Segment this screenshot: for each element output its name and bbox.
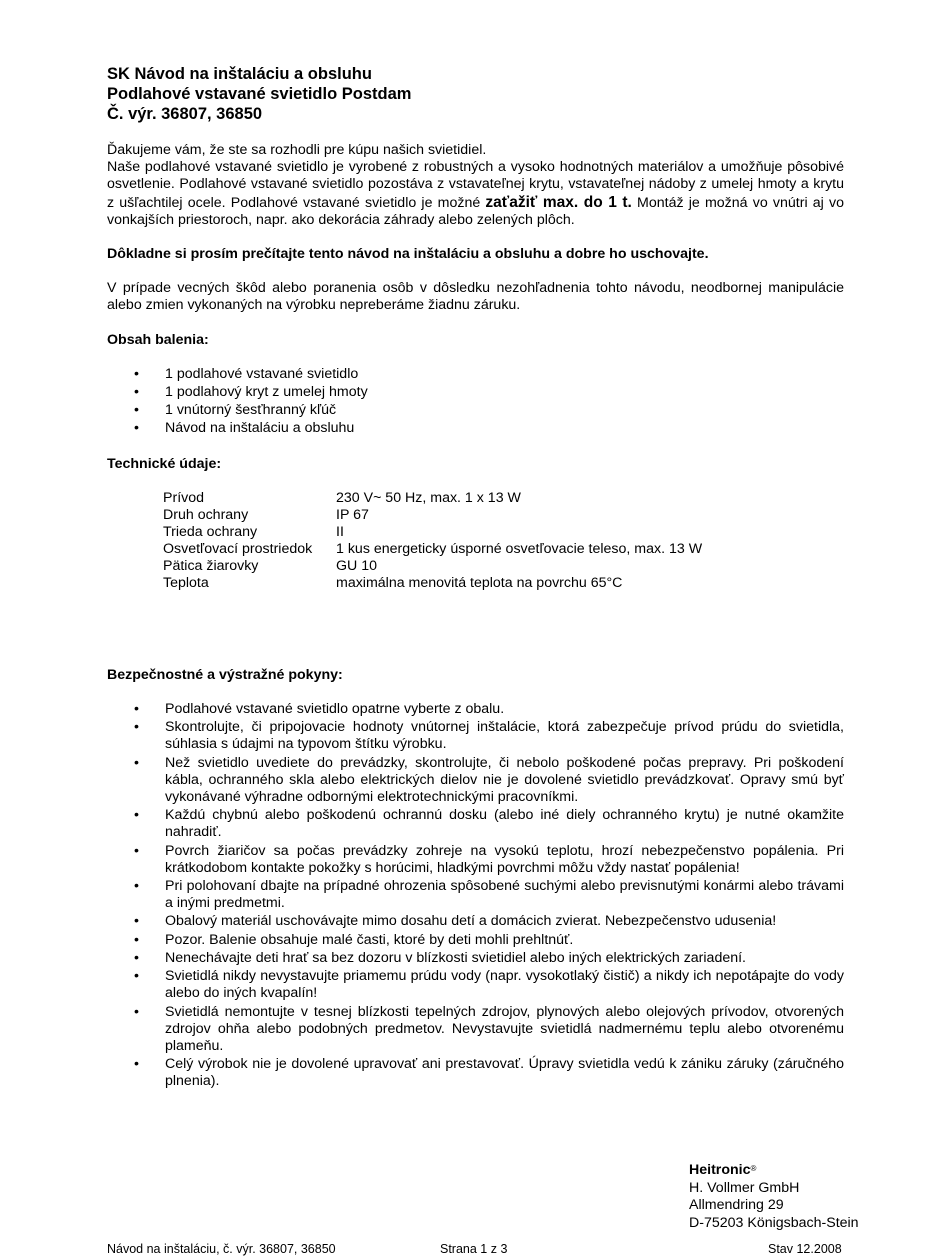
tech-value: GU 10 xyxy=(336,557,378,574)
title-line-2: Podlahové vstavané svietidlo Postdam xyxy=(107,85,412,103)
package-item-text: 1 vnútorný šesťhranný kľúč xyxy=(165,402,337,419)
safety-item-text: Nenechávajte deti hrať sa bez dozoru v blízkosti svietidiel alebo iných elektrických zariadení. xyxy=(165,949,747,966)
bullet-icon: • xyxy=(134,949,139,966)
safety-heading: Bezpečnostné a výstražné pokyny: xyxy=(107,666,343,683)
package-list xyxy=(107,366,844,438)
bullet-icon: • xyxy=(134,701,139,718)
safety-item xyxy=(107,1004,844,1056)
bullet-icon: • xyxy=(134,968,139,985)
package-heading: Obsah balenia: xyxy=(107,331,209,348)
safety-item xyxy=(107,932,844,949)
title-line-3: Č. výr. 36807, 36850 xyxy=(107,105,263,123)
bullet-icon: • xyxy=(134,719,139,736)
bullet-icon: • xyxy=(134,1056,139,1073)
safety-item-text: Každú chybnú alebo poškodenú ochrannú dosku (alebo iné diely ochranného krytu) je nutné okamžite nahradiť. xyxy=(165,807,844,841)
safety-item-text: Než svietidlo uvediete do prevádzky, skontrolujte, či nebolo poškodené počas prepravy. Pri poškodení kábla, ochranného skla alebo elektrických dielov nie je dovolené svietidlo prevádzkovať. Opravy smú byť vykonávané výhradne odbornými elektrotechnickými pracovníkmi. xyxy=(165,754,844,806)
footer-page-number: Strana 1 z 3 xyxy=(440,1242,508,1256)
package-item xyxy=(107,402,844,419)
tech-value: II xyxy=(336,523,344,540)
tech-key: Osvetľovací prostriedok xyxy=(163,540,313,557)
tech-key: Teplota xyxy=(163,574,209,591)
brand-name: Heitronic xyxy=(689,1162,751,1178)
sender-address xyxy=(689,1162,859,1232)
bullet-icon: • xyxy=(134,420,139,437)
tech-row xyxy=(163,541,702,558)
package-item-text: 1 podlahové vstavané svietidlo xyxy=(165,365,359,382)
safety-item xyxy=(107,878,844,912)
bullet-icon: • xyxy=(134,402,139,419)
intro-desc-bold: zaťažiť max. do 1 t. xyxy=(485,193,632,211)
tech-value: 1 kus energeticky úsporné osvetľovacie teleso, max. 13 W xyxy=(336,540,703,557)
safety-item-text: Podlahové vstavané svietidlo opatrne vyberte z obalu. xyxy=(165,701,505,718)
safety-item xyxy=(107,719,844,753)
tech-key: Trieda ochrany xyxy=(163,523,258,540)
footer-date: Stav 12.2008 xyxy=(768,1242,842,1256)
package-item xyxy=(107,384,844,401)
tech-row xyxy=(163,524,702,541)
safety-item xyxy=(107,755,844,807)
safety-item-text: Obalový materiál uschovávajte mimo dosahu detí a domácich zvierat. Nebezpečenstvo udusenia! xyxy=(165,913,777,930)
safety-item xyxy=(107,1056,844,1090)
tech-row xyxy=(163,575,702,592)
safety-item xyxy=(107,968,844,1002)
safety-item xyxy=(107,950,844,967)
intro-description xyxy=(107,159,844,229)
registered-mark: ® xyxy=(750,1164,757,1173)
tech-value: maximálna menovitá teplota na povrchu 65°C xyxy=(336,574,623,591)
safety-item xyxy=(107,843,844,877)
company-name: H. Vollmer GmbH xyxy=(689,1179,800,1196)
tech-row xyxy=(163,490,702,507)
bullet-icon: • xyxy=(134,807,139,824)
tech-key: Pätica žiarovky xyxy=(163,557,259,574)
page-content xyxy=(107,64,844,1092)
safety-item xyxy=(107,913,844,930)
intro-thanks: Ďakujeme vám, že ste sa rozhodli pre kúpu našich svietidiel. xyxy=(107,142,487,158)
bullet-icon: • xyxy=(134,913,139,930)
package-item-text: 1 podlahový kryt z umelej hmoty xyxy=(165,384,368,401)
tech-key: Druh ochrany xyxy=(163,506,249,523)
safety-item-text: Pozor. Balenie obsahuje malé časti, ktoré by deti mohli prehltnúť. xyxy=(165,931,574,948)
notice-paragraph: Dôkladne si prosím prečítajte tento návod na inštaláciu a obsluhu a dobre ho uschovajte. xyxy=(107,246,709,263)
tech-row xyxy=(163,558,702,575)
safety-item-text: Skontrolujte, či pripojovacie hodnoty vnútornej inštalácie, ktorá zabezpečuje prívod prúdu do svietidla, súhlasia s údajmi na typovom štítku výrobku. xyxy=(165,719,844,753)
safety-item-text: Celý výrobok nie je dovolené upravovať ani prestavovať. Úpravy svietidla vedú k zániku záruky (záručného plnenia). xyxy=(165,1056,844,1090)
bullet-icon: • xyxy=(134,842,139,859)
safety-item-text: Svietidlá nemontujte v tesnej blízkosti tepelných zdrojov, plynových alebo olejových prívodov, otvorených zdrojov ohňa alebo podobných predmetov. Nevystavujte svietidlá nadmernému teplu alebo otvorenému plameňu. xyxy=(165,1003,844,1054)
safety-item-text: Pri polohovaní dbajte na prípadné ohrozenia spôsobené suchými alebo previsnutými konármi alebo trávami a inými predmetmi. xyxy=(165,878,844,912)
safety-item-text: Svietidlá nikdy nevystavujte priamemu prúdu vody (napr. vysokotlaký čistič) a nikdy ich nepotápajte do vody alebo do iných kvapalín! xyxy=(165,968,844,1002)
bullet-icon: • xyxy=(134,878,139,895)
tech-value: IP 67 xyxy=(336,506,369,523)
city-address: D-75203 Königsbach-Stein xyxy=(689,1214,859,1231)
intro-desc-part2: Montáž je možná vo vnútri aj vo vonkajších priestoroch, napr. ako dekorácia záhrady alebo zelených plôch. xyxy=(107,194,844,228)
street-address: Allmendring 29 xyxy=(689,1197,784,1213)
warranty-paragraph: V prípade vecných škôd alebo poranenia osôb v dôsledku nezohľadnenia tohto návodu, neodbornej manipulácie alebo zmien vykonaných na výrobku nepreberáme žiadnu záruku. xyxy=(107,280,844,314)
safety-item-text: Povrch žiaričov sa počas prevádzky zohreje na vysokú teplotu, hrozí nebezpečenstvo popálenia. Pri krátkodobom kontakte pokožky s horúcimi, hladkými povrchmi môžu vždy nastať popálenia! xyxy=(165,842,844,876)
title-line-1: SK Návod na inštaláciu a obsluhu xyxy=(107,65,372,83)
tech-key: Prívod xyxy=(163,489,205,506)
tech-row xyxy=(163,507,702,524)
bullet-icon: • xyxy=(134,931,139,948)
safety-item xyxy=(107,701,844,718)
bullet-icon: • xyxy=(134,1003,139,1020)
tech-table xyxy=(163,490,702,592)
bullet-icon: • xyxy=(134,384,139,401)
footer-left: Návod na inštaláciu, č. výr. 36807, 36850 xyxy=(107,1242,336,1256)
bullet-icon: • xyxy=(134,365,139,382)
package-item-text: Návod na inštaláciu a obsluhu xyxy=(165,420,355,437)
safety-item xyxy=(107,807,844,841)
package-item xyxy=(107,420,844,437)
bullet-icon: • xyxy=(134,754,139,771)
tech-value: 230 V~ 50 Hz, max. 1 x 13 W xyxy=(336,489,521,506)
intro-desc-part1: Naše podlahové vstavané svietidlo je vyrobené z robustných a vysoko hodnotných materiálov a umožňuje pôsobivé osvetlenie. Podlahové vstavané svietidlo pozostáva z vstavateľnej krytu, vstavateľnej nádoby z umelej hmoty a krytu z ušľachtilej ocele. Podlahové vstavané svietidlo je možné xyxy=(107,159,844,211)
document-title xyxy=(107,64,844,124)
tech-heading: Technické údaje: xyxy=(107,455,222,472)
safety-list xyxy=(107,701,844,1090)
package-item xyxy=(107,366,844,383)
